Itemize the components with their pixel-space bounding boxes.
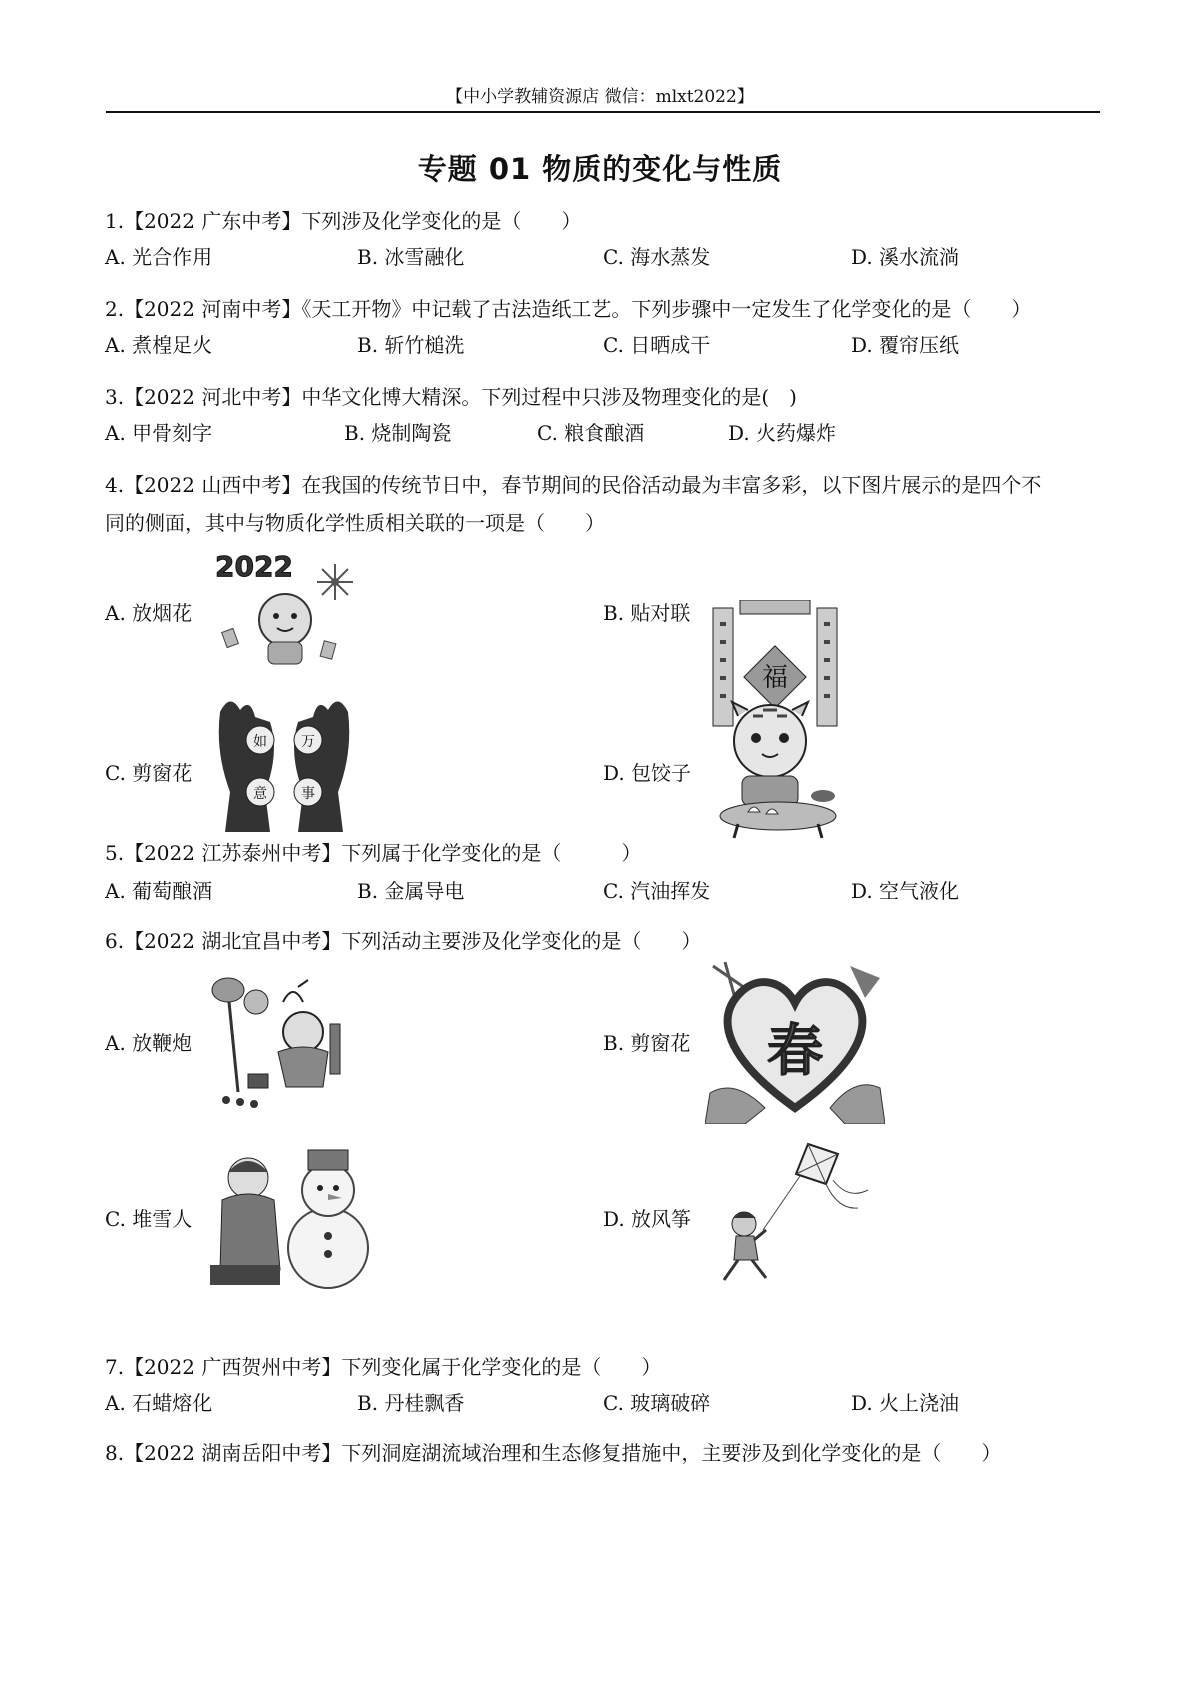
question-8-stem: 8.【2022 湖南岳阳中考】下列洞庭湖流域治理和生态修复措施中，主要涉及到化学变化的是（ ） <box>105 1441 1002 1465</box>
question-1-option-c: C. 海水蒸发 <box>603 245 711 269</box>
papercut-image <box>210 692 358 842</box>
papercut-char-4: 事 <box>301 786 315 802</box>
question-3-option-b: B. 烧制陶瓷 <box>344 421 452 445</box>
question-6-stem: 6.【2022 湖北宜昌中考】下列活动主要涉及化学变化的是（ ） <box>105 929 702 953</box>
fu-character: 福 <box>762 663 789 693</box>
question-5-option-a: A. 葡萄酿酒 <box>105 879 213 903</box>
question-2-option-a: A. 煮楻足火 <box>105 333 213 357</box>
chun-character: 春 <box>767 1019 823 1084</box>
fireworks-tiger-image <box>210 542 360 670</box>
kite-image <box>708 1140 878 1290</box>
question-7-option-a: A. 石蜡熔化 <box>105 1391 213 1415</box>
question-3-option-d: D. 火药爆炸 <box>728 421 837 445</box>
question-1-option-d: D. 溪水流淌 <box>851 245 960 269</box>
question-6-option-c: C. 堆雪人 <box>105 1207 193 1231</box>
question-4-stem-line-2: 同的侧面，其中与物质化学性质相关联的一项是（ ） <box>105 511 605 535</box>
question-7-option-d: D. 火上浇油 <box>851 1391 960 1415</box>
firecrackers-image <box>208 962 378 1112</box>
question-2-option-c: C. 日晒成干 <box>603 333 711 357</box>
question-5-option-b: B. 金属导电 <box>357 879 465 903</box>
question-3-option-c: C. 粮食酿酒 <box>537 421 645 445</box>
question-1-option-b: B. 冰雪融化 <box>357 245 465 269</box>
question-3-option-a: A. 甲骨刻字 <box>105 421 213 445</box>
question-2-stem: 2.【2022 河南中考】《天工开物》中记载了古法造纸工艺。下列步骤中一定发生了化学变化的是（ ） <box>105 297 1032 321</box>
question-2-option-b: B. 斩竹槌洗 <box>357 333 465 357</box>
question-4-option-b: B. 贴对联 <box>603 601 691 625</box>
question-7-stem: 7.【2022 广西贺州中考】下列变化属于化学变化的是（ ） <box>105 1355 662 1379</box>
question-3-stem: 3.【2022 河北中考】中华文化博大精深。下列过程中只涉及物理变化的是( ) <box>105 385 797 409</box>
question-2-option-d: D. 覆帘压纸 <box>851 333 960 357</box>
question-1-stem: 1.【2022 广东中考】下列涉及化学变化的是（ ） <box>105 209 582 233</box>
dumplings-tiger-image <box>708 696 848 841</box>
snowman-image <box>210 1140 380 1290</box>
page-header: 【中小学教辅资源店 微信：mlxt2022】 <box>446 87 754 107</box>
question-5-stem: 5.【2022 江苏泰州中考】下列属于化学变化的是（ ） <box>105 841 642 865</box>
question-5-option-d: D. 空气液化 <box>851 879 960 903</box>
page-title: 专题 01 物质的变化与性质 <box>417 152 783 186</box>
question-7-option-b: B. 丹桂飘香 <box>357 1391 465 1415</box>
question-4-stem-line-1: 4.【2022 山西中考】在我国的传统节日中，春节期间的民俗活动最为丰富多彩，以下图片展示的是四个不 <box>105 473 1042 497</box>
papercut-char-3: 意 <box>253 786 267 802</box>
fireworks-year-text: 2022 <box>215 550 293 583</box>
papercut-char-2: 万 <box>301 734 315 750</box>
question-4-option-c: C. 剪窗花 <box>105 761 193 785</box>
question-6-option-b: B. 剪窗花 <box>603 1031 691 1055</box>
question-1-option-a: A. 光合作用 <box>105 245 213 269</box>
chun-papercut-image <box>705 958 885 1124</box>
header-divider <box>106 111 1100 113</box>
question-6-option-a: A. 放鞭炮 <box>105 1031 193 1055</box>
question-7-option-c: C. 玻璃破碎 <box>603 1391 711 1415</box>
question-5-option-c: C. 汽油挥发 <box>603 879 711 903</box>
papercut-char-1: 如 <box>253 734 267 750</box>
question-6-option-d: D. 放风筝 <box>603 1207 692 1231</box>
question-4-option-a: A. 放烟花 <box>105 601 193 625</box>
question-4-option-d: D. 包饺子 <box>603 761 692 785</box>
